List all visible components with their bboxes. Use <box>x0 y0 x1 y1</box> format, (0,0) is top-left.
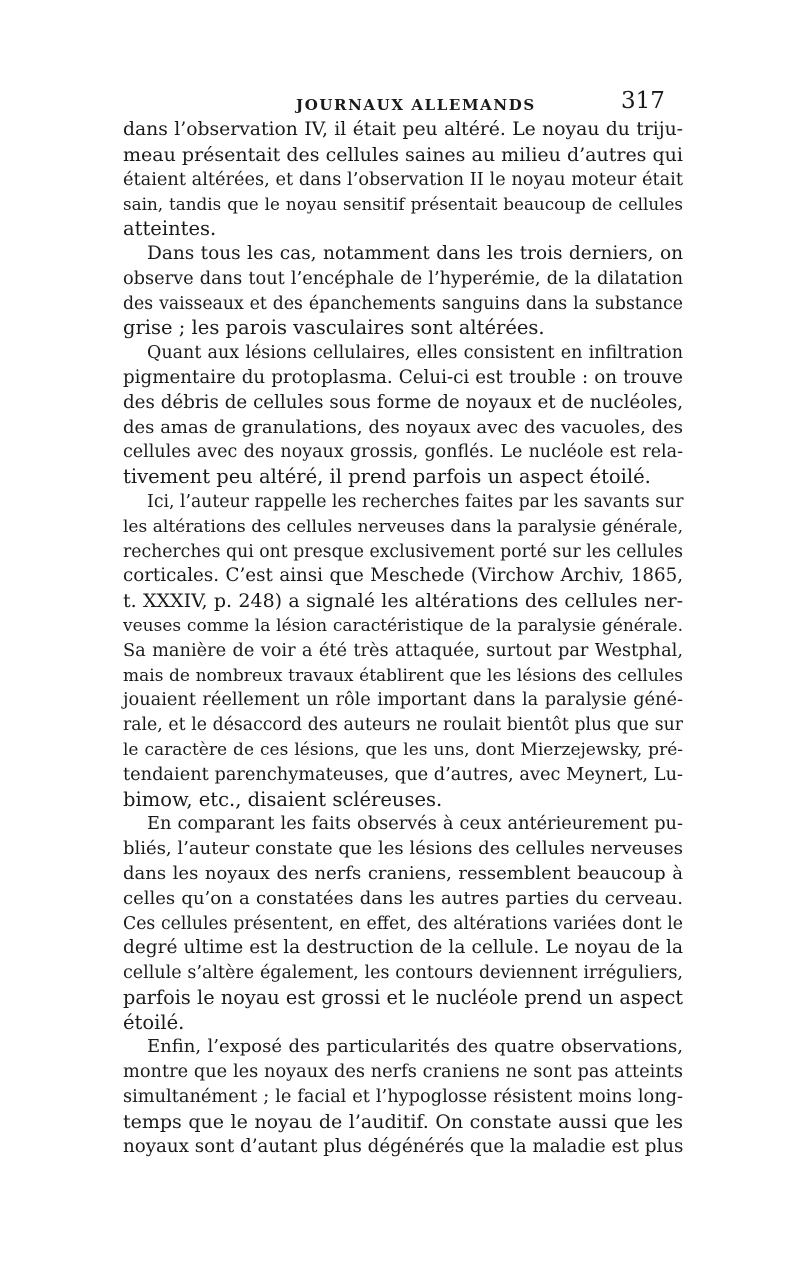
text-line: Ces cellules présentent, en effet, des altérations variées dont le <box>123 913 683 934</box>
text-line: montre que les noyaux des nerfs craniens ne sont pas atteints <box>123 1062 683 1083</box>
text-line: parfois le noyau est grossi et le nucléole prend un aspect <box>123 985 683 1009</box>
text-line: tivement peu altéré, il prend parfois un aspect étoilé. <box>123 465 651 489</box>
paragraph <box>123 490 683 812</box>
text-line: degré ultime est la destruction de la cellule. Le noyau de la <box>123 937 683 959</box>
text-line: cellules avec des noyaux grossis, gonflés. Le nucléole est rela- <box>123 442 683 463</box>
running-title: JOURNAUX ALLEMANDS <box>296 96 536 114</box>
text-line: des vaisseaux et des épanchements sanguins dans la substance <box>123 293 683 314</box>
text-line: les altérations des cellules nerveuses dans la paralysie générale, <box>123 516 683 537</box>
text-line: grise ; les parois vasculaires sont altérées. <box>123 316 545 340</box>
text-line: t. XXXIV, p. 248) a signalé les altérations des cellules ner- <box>123 590 683 613</box>
text-line: Sa manière de voir a été très attaquée, surtout par Westphal, <box>123 640 683 661</box>
text-line: étoilé. <box>123 1010 185 1034</box>
text-line: En comparant les faits observés à ceux antérieurement pu- <box>147 814 683 835</box>
text-line: pigmentaire du protoplasma. Celui-ci est trouble : on trouve <box>123 366 683 388</box>
text-line: veuses comme la lésion caractéristique de la paralysie générale. <box>123 615 683 636</box>
text-line: mais de nombreux travaux établirent que les lésions des cellules <box>123 665 683 686</box>
text-line: des débris de cellules sous forme de noyaux et de nucléoles, <box>123 391 683 413</box>
text-line: le caractère de ces lésions, que les uns, dont Mierzejewsky, pré- <box>123 739 683 760</box>
text-line: noyaux sont d’autant plus dégénérés que la maladie est plus <box>123 1135 684 1157</box>
text-line: celles qu’on a constatées dans les autres parties du cerveau. <box>123 887 683 909</box>
text-line: dans l’observation IV, il était peu altéré. Le noyau du triju- <box>123 119 683 140</box>
text-line: dans les noyaux des nerfs craniens, ressemblent beaucoup à <box>123 862 683 884</box>
text-line: simultanément ; le facial et l’hypoglosse résistent moins long- <box>123 1087 683 1108</box>
body-text <box>123 118 683 1159</box>
text-line: tendaient parenchymateuses, que d’autres, avec Meynert, Lu- <box>123 764 683 785</box>
text-line: observe dans tout l’encéphale de l’hyperémie, de la dilatation <box>123 268 683 289</box>
paragraph <box>123 118 683 242</box>
paragraph <box>123 341 683 490</box>
text-line: Enfin, l’exposé des particularités des quatre observations, <box>147 1036 683 1058</box>
text-line: étaient altérées, et dans l’observation II le noyau moteur était <box>123 169 683 190</box>
page-number: 317 <box>621 88 665 114</box>
text-line: jouaient réellement un rôle important dans la paralysie géné- <box>123 690 683 711</box>
text-line: corticales. C’est ainsi que Meschede (Virchow Archiv, 1865, <box>123 565 683 587</box>
text-line: des amas de granulations, des noyaux avec des vacuoles, des <box>123 416 683 438</box>
text-line: sain, tandis que le noyau sensitif présentait beaucoup de cellules <box>123 194 683 215</box>
text-line: cellule s’altère également, les contours deviennent irréguliers, <box>123 963 683 984</box>
paragraph <box>123 1035 683 1159</box>
text-line: Quant aux lésions cellulaires, elles consistent en infiltration <box>147 343 683 364</box>
text-line: bimow, etc., disaient scléreuses. <box>123 787 443 811</box>
text-line: rale, et le désaccord des auteurs ne roulait bientôt plus que sur <box>123 715 683 736</box>
text-line: recherches qui ont presque exclusivement porté sur les cellules <box>123 541 683 562</box>
paragraph <box>123 812 683 1035</box>
paragraph <box>123 242 683 341</box>
text-line: temps que le noyau de l’auditif. On constate aussi que les <box>123 1110 683 1133</box>
text-line: meau présentait des cellules saines au milieu d’autres qui <box>123 143 683 166</box>
text-line: Dans tous les cas, notamment dans les trois derniers, on <box>147 242 683 264</box>
text-line: Ici, l’auteur rappelle les recherches faites par les savants sur <box>147 491 684 512</box>
text-line: bliés, l’auteur constate que les lésions des cellules nerveuses <box>123 838 683 860</box>
text-line: atteintes. <box>123 217 217 241</box>
